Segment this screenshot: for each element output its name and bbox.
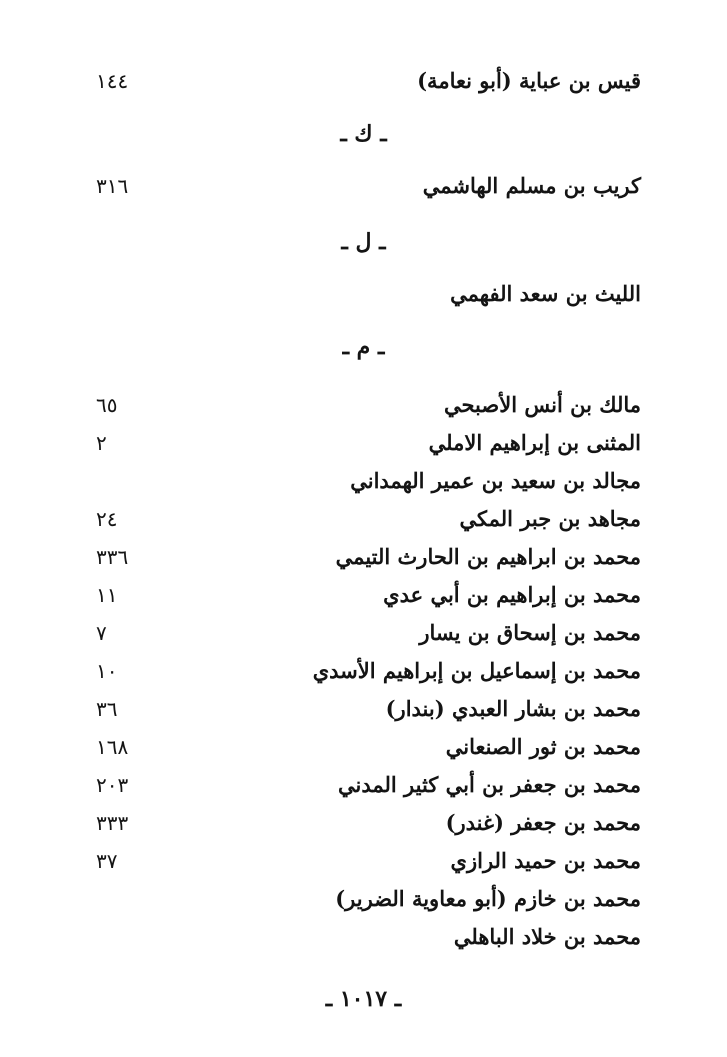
entry-name: المثنى بن إبراهيم الاملي: [428, 430, 641, 455]
index-entry: [0, 386, 727, 424]
entry-name: كريب بن مسلم الهاشمي: [422, 173, 641, 198]
entry-page-number: ٢٤: [96, 507, 118, 531]
index-entry: [0, 538, 727, 576]
entry-name: محمد بن ابراهيم بن الحارث التيمي: [335, 544, 641, 569]
entry-name: محمد بن خلاد الباهلي: [453, 924, 641, 949]
entry-name: مالك بن أنس الأصبحي: [444, 392, 641, 417]
index-entry: [0, 462, 727, 500]
entry-page-number: ١٤٤: [96, 69, 129, 93]
section-letter-heading: ـ ك ـ: [340, 121, 387, 147]
entry-name: قيس بن عباية (أبو نعامة): [417, 68, 641, 93]
entry-page-number: ٢: [96, 431, 107, 455]
entry-page-number: ٦٥: [96, 393, 118, 417]
index-entry: [0, 167, 727, 205]
entry-page-number: ٣٣٣: [96, 811, 129, 835]
index-entry: [0, 918, 727, 956]
index-entry: [0, 500, 727, 538]
entry-page-number: ٧: [96, 621, 107, 645]
entry-name: الليث بن سعد الفهمي: [450, 281, 641, 306]
entry-name: محمد بن بشار العبدي (بندار): [385, 696, 641, 721]
entry-name: محمد بن ثور الصنعاني: [445, 734, 641, 759]
entry-page-number: ٣٦: [96, 697, 118, 721]
index-entry: [0, 728, 727, 766]
entry-name: محمد بن جعفر (غندر): [445, 810, 641, 835]
index-entry: [0, 62, 727, 100]
index-entry: [0, 766, 727, 804]
entry-name: محمد بن حميد الرازي: [450, 848, 641, 873]
entry-name: محمد بن إسماعيل بن إبراهيم الأسدي: [312, 658, 641, 683]
index-entry: [0, 576, 727, 614]
index-entry: [0, 690, 727, 728]
entry-page-number: ٣٧: [96, 849, 118, 873]
entry-page-number: ٣١٦: [96, 174, 129, 198]
entry-page-number: ١٦٨: [96, 735, 129, 759]
entry-page-number: ٢٠٣: [96, 773, 129, 797]
index-entry: [0, 614, 727, 652]
entry-name: محمد بن إبراهيم بن أبي عدي: [383, 582, 641, 607]
entry-name: محمد بن إسحاق بن يسار: [419, 620, 641, 645]
entry-page-number: ٣٣٦: [96, 545, 129, 569]
entry-name: مجالد بن سعيد بن عمير الهمداني: [350, 468, 641, 493]
entry-name: محمد بن خازم (أبو معاوية الضرير): [335, 886, 641, 911]
entry-page-number: ١١: [96, 583, 118, 607]
section-letter-heading: ـ م ـ: [342, 334, 385, 360]
index-entry: [0, 804, 727, 842]
index-entry: [0, 424, 727, 462]
page-number-footer: ـ ١٠١٧ ـ: [325, 986, 402, 1012]
index-entry: [0, 652, 727, 690]
index-entry: [0, 275, 727, 313]
index-entry: [0, 880, 727, 918]
index-entry: [0, 842, 727, 880]
section-letter-heading: ـ ل ـ: [341, 229, 386, 255]
entry-name: مجاهد بن جبر المكي: [459, 506, 641, 531]
entry-page-number: ١٠: [96, 659, 118, 683]
entry-name: محمد بن جعفر بن أبي كثير المدني: [337, 772, 641, 797]
